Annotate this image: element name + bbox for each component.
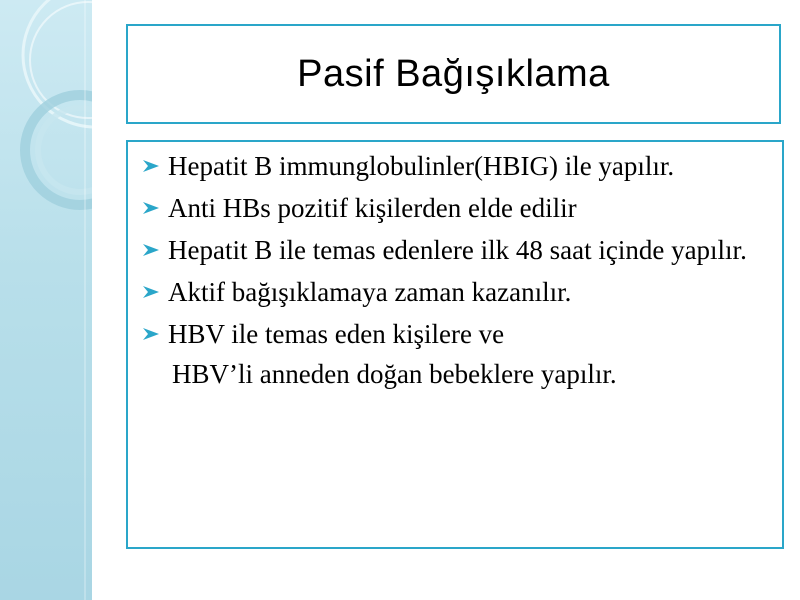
bullet-text: Aktif bağışıklamaya zaman kazanılır.: [168, 277, 572, 307]
slide-title: Pasif Bağışıklama: [297, 52, 610, 95]
decorative-circles: [0, 0, 92, 600]
arrow-bullet-icon: [142, 243, 160, 257]
arrow-bullet-icon: [142, 201, 160, 215]
arrow-bullet-icon: [142, 327, 160, 341]
bullet-text: Hepatit B immunglobulinler(HBIG) ile yapılır.: [168, 151, 675, 181]
decorative-side-band: [0, 0, 92, 600]
bullet-text: HBV ile temas eden kişilere ve: [168, 319, 505, 349]
bullet-item: [142, 234, 770, 266]
bullet-item: [142, 150, 770, 182]
bullet-item: [142, 318, 770, 350]
title-box: [126, 24, 781, 124]
bullet-text: Anti HBs pozitif kişilerden elde edilir: [168, 193, 577, 223]
bullet-list: [142, 150, 770, 350]
arrow-bullet-icon: [142, 285, 160, 299]
bullet-text: Hepatit B ile temas edenlere ilk 48 saat içinde yapılır.: [168, 235, 747, 265]
content-box: [126, 140, 784, 549]
arrow-bullet-icon: [142, 159, 160, 173]
bullet-continuation-text: HBV’li anneden doğan bebeklere yapılır.: [172, 359, 617, 389]
bullet-item: [142, 276, 770, 308]
bullet-item: [142, 192, 770, 224]
